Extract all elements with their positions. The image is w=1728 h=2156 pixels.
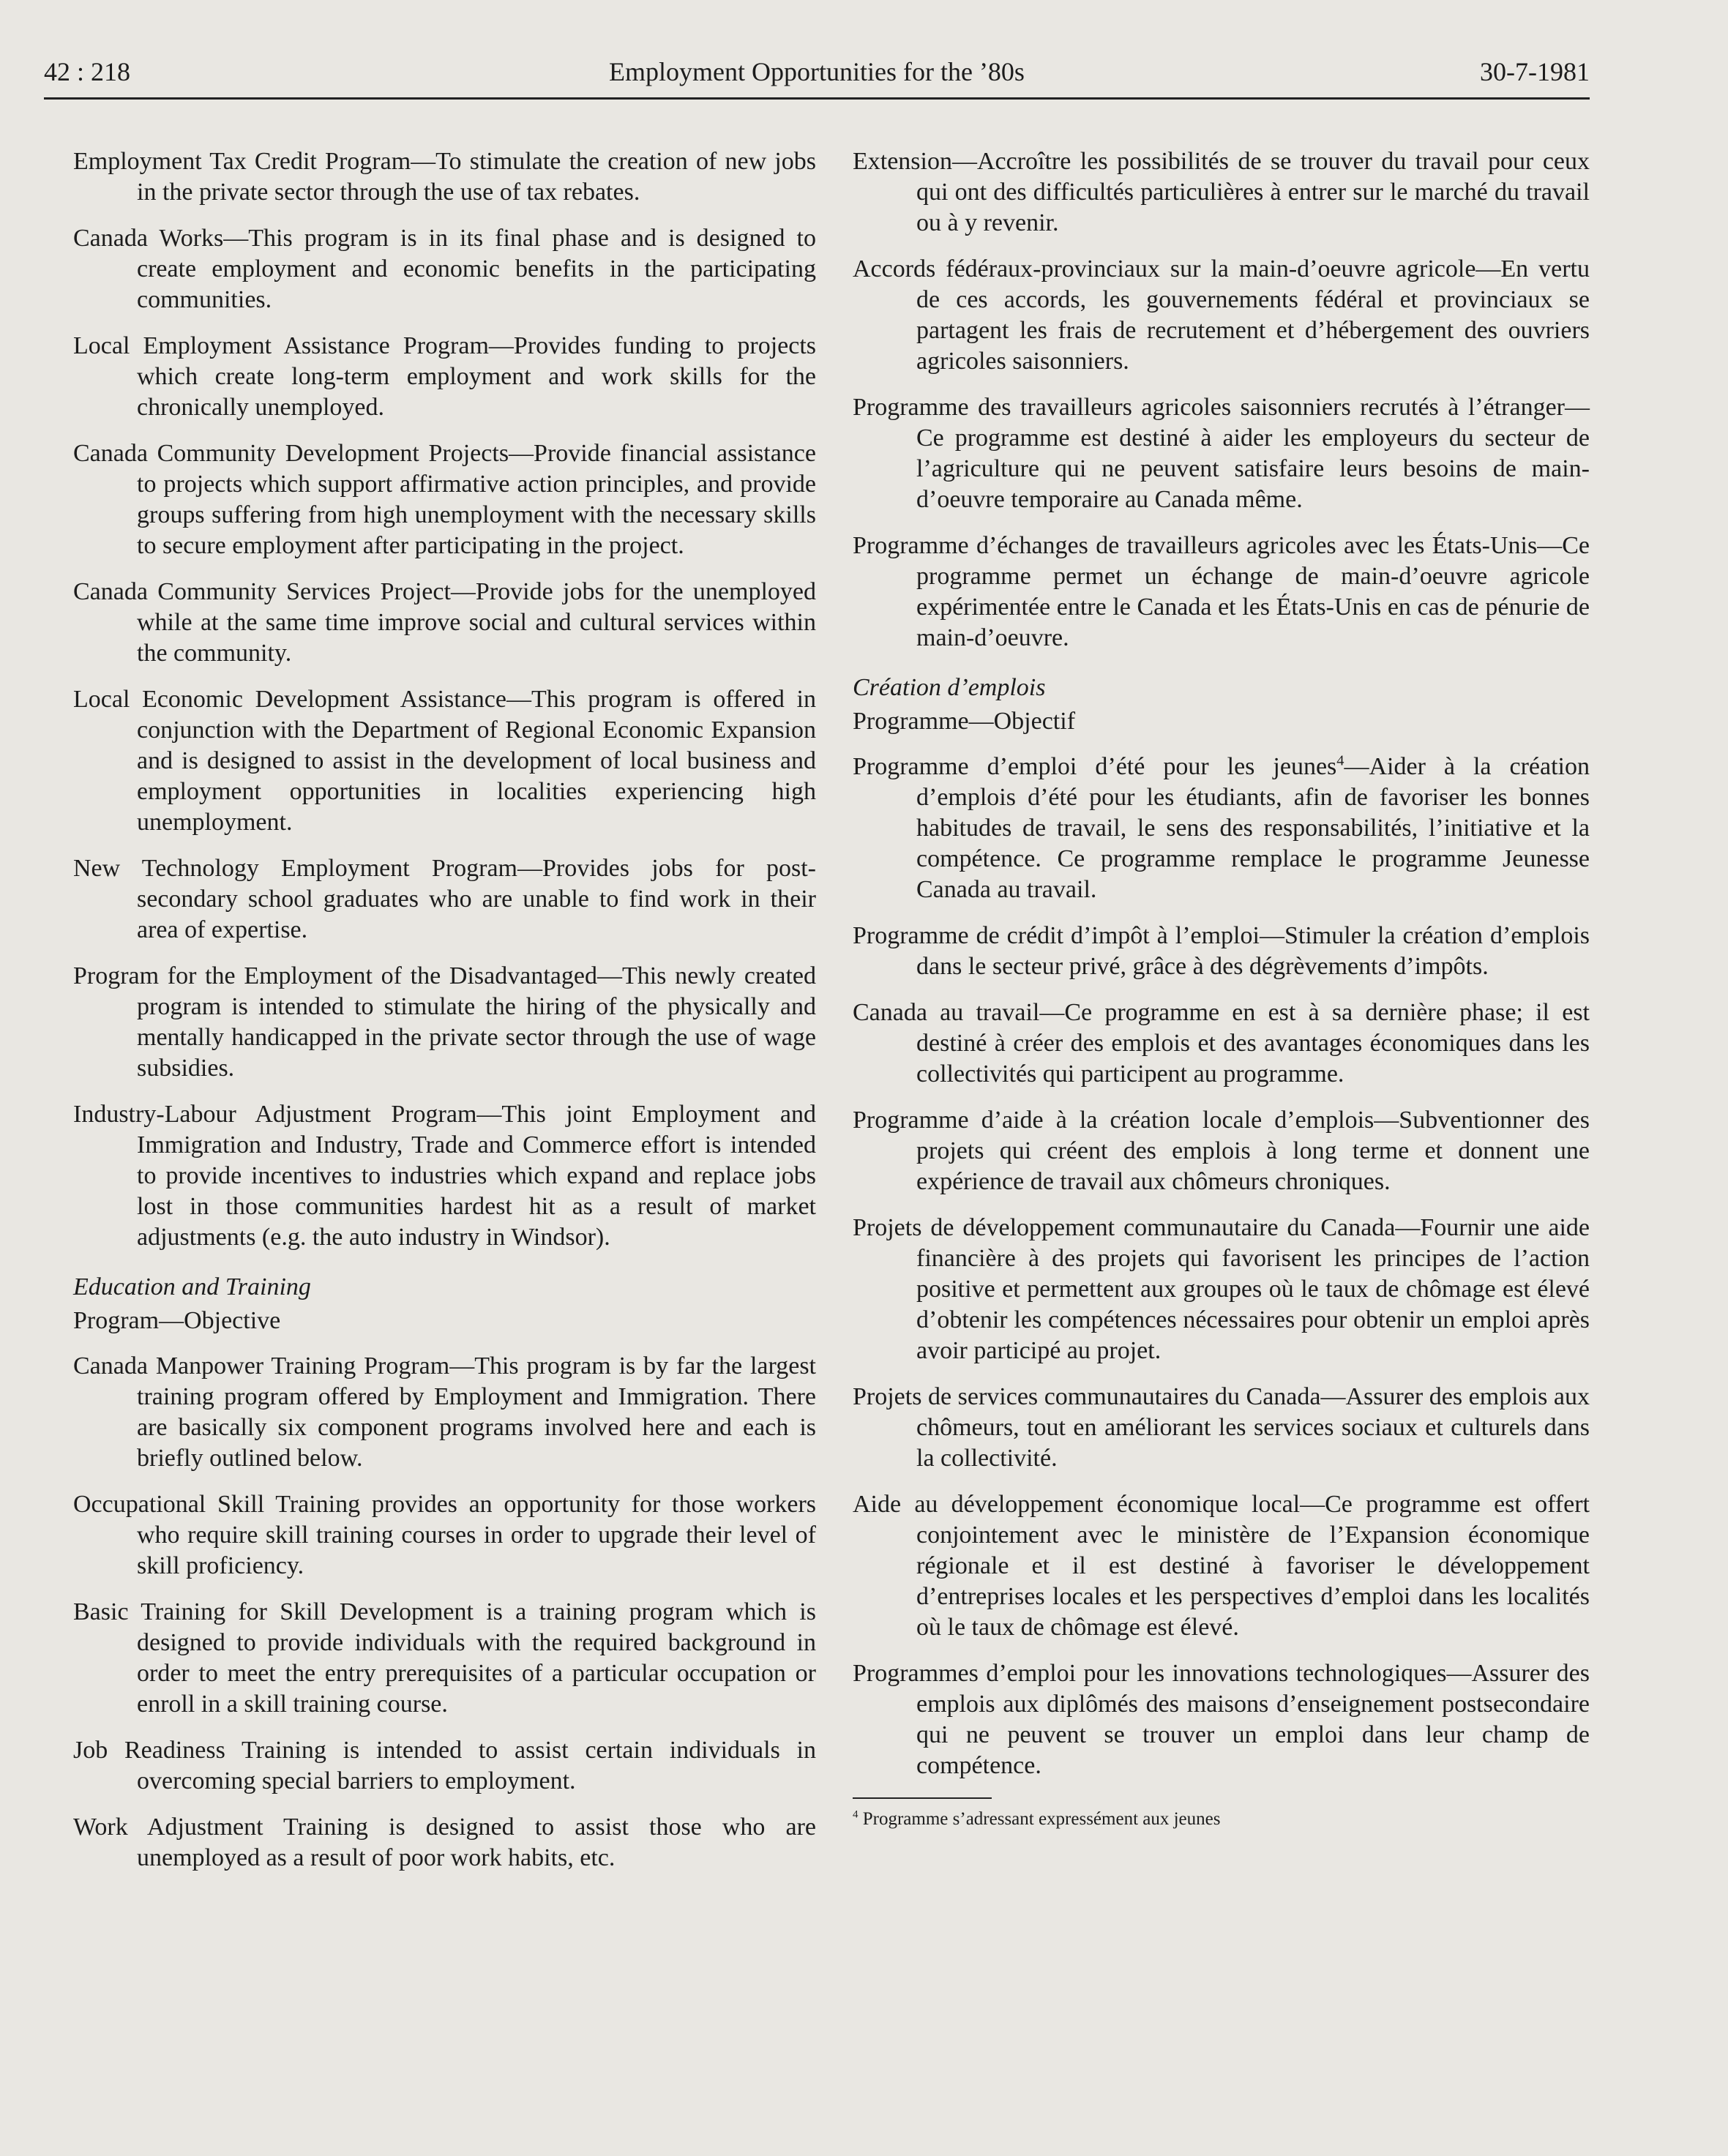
publication-title: Employment Opportunities for the ’80s (609, 57, 1025, 86)
footnote (853, 1808, 1590, 1831)
program-entry: Programme des travailleurs agricoles saisonniers recrutés à l’étranger—Ce programme est destiné à aider les employeurs du secteur de l’agriculture qui ne peuvent satisfaire leurs besoins de main-d’oeuvre temporaire au Canada même. (853, 394, 1590, 513)
french-column (853, 146, 1590, 1831)
program-entry: Local Employment Assistance Program—Provides funding to projects which create long-term employment and work skills for the chronically unemployed. (73, 332, 816, 421)
footnote-reference[interactable]: 4 (1336, 752, 1344, 769)
footnote-text: Programme s’adressant expressément aux jeunes (862, 1809, 1221, 1829)
column-header: Program—Objective (73, 1307, 281, 1334)
program-entry: Canada Community Development Projects—Provide financial assistance to projects which support affirmative action principles, and provide groups suffering from high unemployment with the necessary skills to secure employment after participating in the project. (73, 440, 816, 559)
english-column (73, 146, 816, 1889)
section-title: Création d’emplois (853, 674, 1046, 701)
page-number: 42 : 218 (44, 57, 131, 86)
program-entry: Employment Tax Credit Program—To stimulate the creation of new jobs in the private sector through the use of tax rebates. (73, 148, 816, 206)
program-entry: Aide au développement économique local—Ce programme est offert conjointement avec le ministère de l’Expansion économique régionale et il est destiné à favoriser le développement d’entreprises locales et les perspectives d’emploi dans les localités où le taux de chômage est élevé. (853, 1491, 1590, 1641)
program-entry: Programmes d’emploi pour les innovations technologiques—Assurer des emplois aux diplômés des maisons d’enseignement postsecondaire qui ne peuvent se trouver un emploi dans leur champ de compétence. (853, 1660, 1590, 1779)
program-entry (853, 752, 1590, 905)
program-entry: Canada au travail—Ce programme en est à sa dernière phase; il est destiné à créer des emplois et des avantages économiques dans les collectivités qui participent au programme. (853, 999, 1590, 1088)
program-entry: Job Readiness Training is intended to assist certain individuals in overcoming special barriers to employment. (73, 1737, 816, 1794)
program-entry: Projets de développement communautaire du Canada—Fournir une aide financière à des projets qui favorisent les principes de l’action positive et permettent aux groupes où le taux de chômage est élevé d’obtenir les compétences nécessaires pour obtenir un emploi après avoir participé au projet. (853, 1214, 1590, 1364)
running-header (44, 56, 1590, 100)
footnote-mark: 4 (853, 1808, 859, 1821)
program-entry: Accords fédéraux-provinciaux sur la main-d’oeuvre agricole—En vertu de ces accords, les gouvernements fédéral et provinciaux se partagent les frais de recrutement et d’hébergement des ouvriers agricoles saisonniers. (853, 255, 1590, 375)
program-entry: Canada Works—This program is in its final phase and is designed to create employment and economic benefits in the participating communities. (73, 225, 816, 313)
program-entry: Occupational Skill Training provides an opportunity for those workers who require skill training courses in order to upgrade their level of skill proficiency. (73, 1491, 816, 1579)
program-entry: Programme de crédit d’impôt à l’emploi—Stimuler la création d’emplois dans le secteur privé, grâce à des dégrèvements d’impôts. (853, 922, 1590, 980)
program-entry: Program for the Employment of the Disadvantaged—This newly created program is intended to stimulate the hiring of the physically and mentally handicapped in the private sector through the use of wage subsidies. (73, 962, 816, 1082)
issue-date: 30-7-1981 (1480, 57, 1590, 86)
program-entry: Work Adjustment Training is designed to assist those who are unemployed as a result of poor work habits, etc. (73, 1813, 816, 1871)
entry-text: —Aider à la création d’emplois d’été pour les étudiants, afin de favoriser les bonnes habitudes de travail, le sens des responsabilités, l’initiative et la compétence. Ce programme remplace le programme Jeunesse Canada au travail. (916, 753, 1590, 903)
program-entry: Projets de services communautaires du Canada—Assurer des emplois aux chômeurs, tout en améliorant les services sociaux et culturels dans la collectivité. (853, 1383, 1590, 1472)
program-entry: Industry-Labour Adjustment Program—This joint Employment and Immigration and Industry, Trade and Commerce effort is intended to provide incentives to industries which expand and replace jobs lost in those communities hardest hit as a result of market adjustments (e.g. the auto industry in Windsor). (73, 1101, 816, 1251)
program-entry: Canada Manpower Training Program—This program is by far the largest training program offered by Employment and Immigration. There are basically six component programs involved here and each is briefly outlined below. (73, 1352, 816, 1472)
program-entry: Extension—Accroître les possibilités de se trouver du travail pour ceux qui ont des difficultés particulières à entrer sur le marché du travail ou à y revenir. (853, 148, 1590, 236)
program-entry: Local Economic Development Assistance—This program is offered in conjunction with the Department of Regional Economic Expansion and is designed to assist in the development of local business and employment opportunities in localities experiencing high unemployment. (73, 686, 816, 836)
entry-text: Programme d’emploi d’été pour les jeunes (853, 753, 1337, 780)
header-rule (44, 97, 1590, 100)
program-entry: Canada Community Services Project—Provide jobs for the unemployed while at the same time improve social and cultural services within the community. (73, 578, 816, 667)
program-entry: Programme d’aide à la création locale d’emplois—Subventionner des projets qui créent des emplois à long terme et donnent une expérience de travail aux chômeurs chroniques. (853, 1107, 1590, 1195)
program-entry: New Technology Employment Program—Provides jobs for post-secondary school graduates who are unable to find work in their area of expertise. (73, 855, 816, 943)
footnote-rule (853, 1797, 992, 1799)
program-entry: Basic Training for Skill Development is a training program which is designed to provide individuals with the required background in order to meet the entry prerequisites of a particular occupation or enroll in a skill training course. (73, 1598, 816, 1718)
column-header: Programme—Objectif (853, 708, 1076, 735)
program-entry: Programme d’échanges de travailleurs agricoles avec les États-Unis—Ce programme permet un échange de main-d’oeuvre agricole expérimentée entre le Canada et les États-Unis en cas de pénurie de main-d’oeuvre. (853, 532, 1590, 651)
section-title: Education and Training (73, 1273, 311, 1300)
